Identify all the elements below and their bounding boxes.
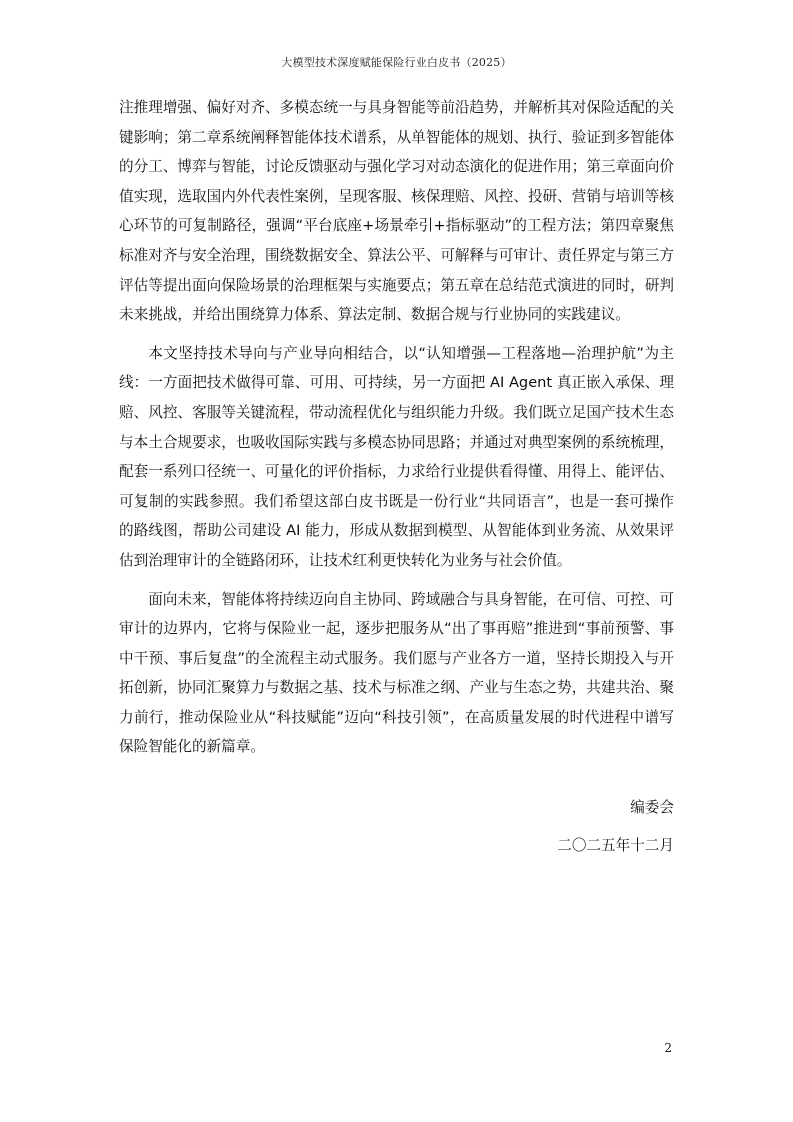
signature-author: 编委会 (630, 799, 674, 816)
signature-date: 二〇二五年十二月 (557, 837, 674, 854)
paragraph-outlook: 面向未来，智能体将持续迈向自主协同、跨域融合与具身智能，在可信、可控、可审计的边界内，它将与保险业一起，逐步把服务从“出了事再赔”推进到“事前预警、事中干预、事后复盘”的全流程主动式服务。我们愿与产业各方一道，坚持长期投入与开拓创新，协同汇聚算力与数据之基、技术与标准之纲、产业与生态之势，共建共治、聚力前行，推动保险业从“科技赋能”迈向“科技引领”，在高质量发展的时代进程中谱写保险智能化的新篇章。 (119, 590, 674, 756)
page-header: 大模型技术深度赋能保险行业白皮书（2025） (281, 56, 512, 69)
document-body (119, 93, 674, 771)
page-number: 2 (664, 1041, 672, 1055)
paragraph-continuation: 注推理增强、偏好对齐、多模态统一与具身智能等前沿趋势，并解析其对保险适配的关键影响；第二章系统阐释智能体技术谱系，从单智能体的规划、执行、验证到多智能体的分工、博弈与智能，讨论反馈驱动与强化学习对动态演化的促进作用；第三章面向价值实现，选取国内外代表性案例，呈现客服、核保理赔、风控、投研、营销与培训等核心环节的可复制路径，强调“平台底座+场景牵引+指标驱动”的工程方法；第四章聚焦标准对齐与安全治理，围绕数据安全、算法公平、可解释与可审计、责任界定与第三方评估等提出面向保险场景的治理框架与实施要点；第五章在总结范式演进的同时，研判未来挑战，并给出围绕算力体系、算法定制、数据合规与行业协同的实践建议。 (119, 99, 674, 324)
paragraph-approach: 本文坚持技术导向与产业导向相结合，以“认知增强—工程落地—治理护航”为主线：一方面把技术做得可靠、可用、可持续，另一方面把 AI Agent 真正嵌入承保、理赔、风控、客服等关键流程，带动流程优化与组织能力升级。我们既立足国产技术生态与本土合规要求，也吸收国际实践与多模态协同思路；并通过对典型案例的系统梳理，配套一系列口径统一、可量化的评价指标，力求给行业提供看得懂、用得上、能评估、可复制的实践参照。我们希望这部白皮书既是一份行业“共同语言”，也是一套可操作的路线图，帮助公司建设 AI 能力，形成从数据到模型、从智能体到业务流、从效果评估到治理审计的全链路闭环，让技术红利更快转化为业务与社会价值。 (119, 344, 674, 569)
